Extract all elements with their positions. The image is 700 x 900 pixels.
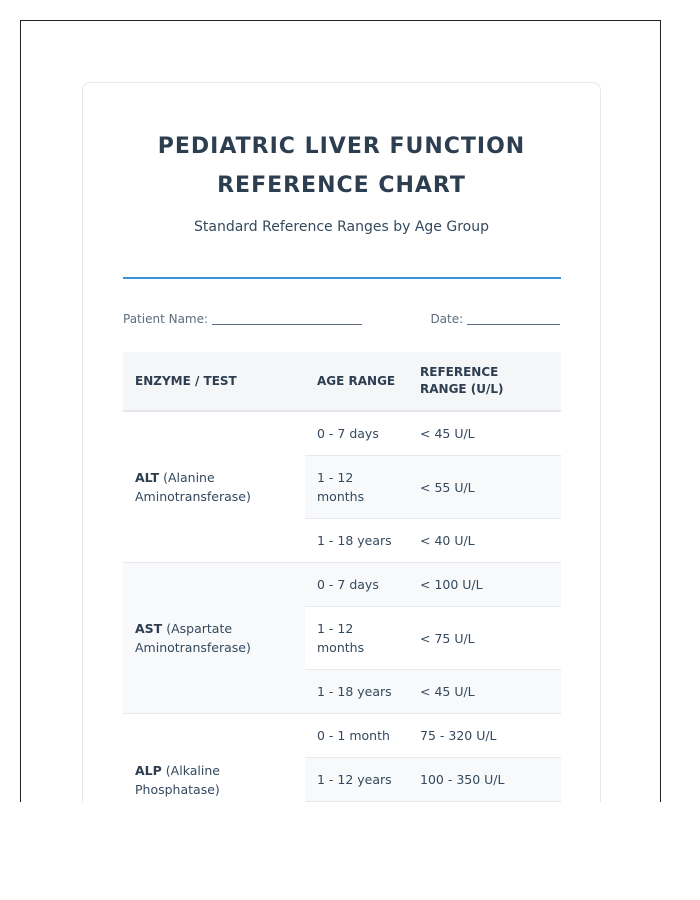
enzyme-cell-alp bbox=[123, 714, 305, 803]
patient-name-blank bbox=[212, 312, 362, 325]
header-enzyme: ENZYME / TEST bbox=[123, 352, 305, 411]
reference-card bbox=[82, 82, 601, 802]
reference-range-cell: 75 - 320 U/L bbox=[408, 714, 561, 758]
date-field bbox=[430, 312, 560, 326]
age-range-cell: 1 - 12 months bbox=[305, 456, 408, 519]
enzyme-name: (Aspartate Aminotransferase) bbox=[135, 621, 251, 655]
enzyme-name: (Alkaline Phosphatase) bbox=[135, 762, 220, 797]
age-range-cell: 1 - 18 years bbox=[305, 519, 408, 563]
enzyme-cell-alt bbox=[123, 411, 305, 563]
age-range-cell: 0 - 7 days bbox=[305, 563, 408, 607]
title-line-1: PEDIATRIC LIVER FUNCTION bbox=[157, 134, 526, 159]
reference-range-cell: < 40 U/L bbox=[408, 519, 561, 563]
reference-table bbox=[123, 352, 561, 802]
age-range-cell: 0 - 1 month bbox=[305, 714, 408, 758]
enzyme-abbr: AST bbox=[135, 621, 163, 636]
subtitle: Standard Reference Ranges by Age Group bbox=[194, 219, 489, 235]
age-range-cell: 1 - 12 months bbox=[305, 607, 408, 670]
table-row bbox=[123, 411, 561, 456]
date-blank bbox=[467, 312, 560, 325]
enzyme-cell-ast bbox=[123, 563, 305, 714]
table-row bbox=[123, 714, 561, 758]
reference-range-cell: < 45 U/L bbox=[408, 411, 561, 456]
reference-range-cell bbox=[408, 802, 561, 803]
date-label: Date: bbox=[430, 312, 464, 326]
reference-range-cell: < 100 U/L bbox=[408, 563, 561, 607]
age-range-cell bbox=[305, 802, 408, 803]
page-title bbox=[83, 127, 600, 205]
age-range-cell: 1 - 18 years bbox=[305, 670, 408, 714]
age-range-cell: 0 - 7 days bbox=[305, 411, 408, 456]
divider bbox=[123, 277, 561, 279]
header-reference-range: REFERENCE RANGE (U/L) bbox=[408, 352, 561, 411]
age-range-cell: 1 - 12 years bbox=[305, 758, 408, 802]
enzyme-abbr: ALP bbox=[135, 762, 162, 778]
patient-name-label: Patient Name: bbox=[123, 312, 209, 326]
table-header-row bbox=[123, 352, 561, 411]
reference-range-cell: < 45 U/L bbox=[408, 670, 561, 714]
page-frame bbox=[20, 20, 661, 802]
header-age-range: AGE RANGE bbox=[305, 352, 408, 411]
enzyme-name: (Alanine Aminotransferase) bbox=[135, 470, 251, 504]
title-line-2: REFERENCE CHART bbox=[217, 173, 466, 198]
patient-name-field bbox=[123, 312, 362, 326]
reference-range-cell: < 75 U/L bbox=[408, 607, 561, 670]
enzyme-abbr: ALT bbox=[135, 470, 160, 485]
reference-range-cell: < 55 U/L bbox=[408, 456, 561, 519]
table-row bbox=[123, 563, 561, 607]
reference-range-cell: 100 - 350 U/L bbox=[408, 758, 561, 802]
